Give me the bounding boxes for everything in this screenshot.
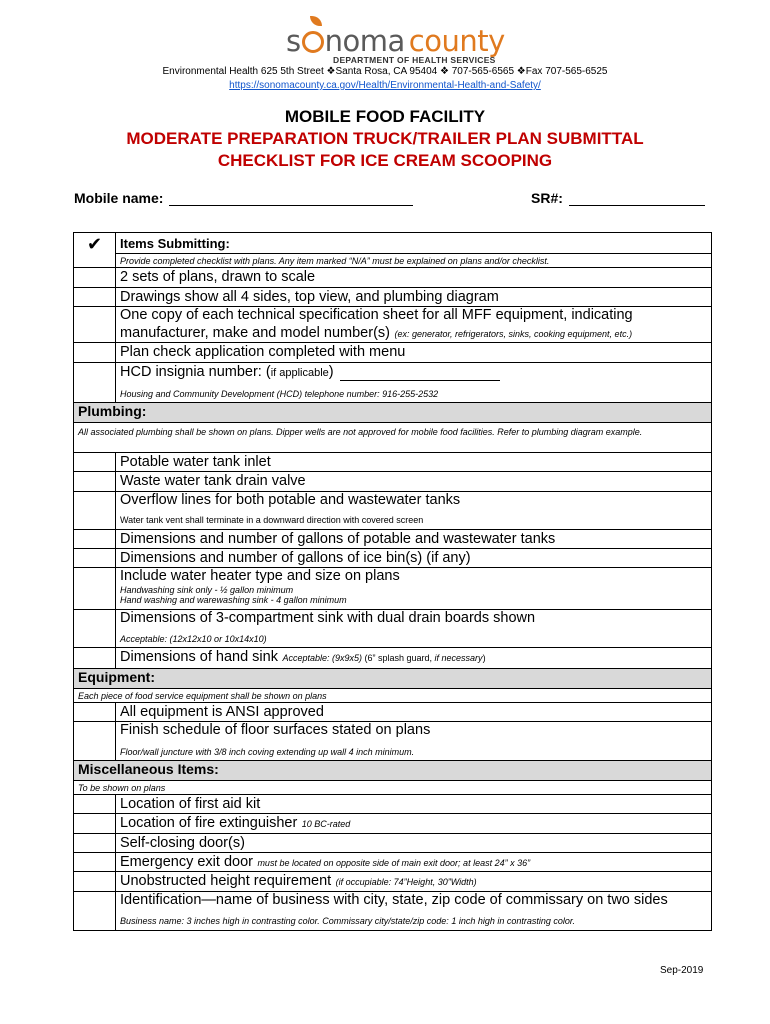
logo-county: county: [408, 24, 505, 58]
checklist-row: [74, 268, 712, 287]
items-submitting-note-cell: [116, 254, 712, 268]
checklist-item: [116, 568, 712, 610]
item-note: Hand washing and warewashing sink - 4 gallon minimum: [120, 595, 347, 606]
misc-note: To be shown on plans: [78, 782, 166, 793]
checklist-row: [74, 472, 712, 491]
check-box[interactable]: [74, 794, 116, 813]
logo-s: s: [286, 24, 301, 58]
item-note: must be located on opposite side of main exit door; at least 24” x 36”: [257, 857, 531, 868]
checklist-item: [116, 610, 712, 648]
items-submitting-title-cell: [116, 233, 712, 254]
checklist-item: [116, 452, 712, 471]
item-text: Dimensions and number of gallons of potable and wastewater tanks: [120, 530, 556, 547]
item-text: Plan check application completed with menu: [120, 344, 406, 361]
check-box[interactable]: [74, 452, 116, 471]
plumbing-note-cell: [74, 422, 712, 452]
apple-leaf-icon: [310, 16, 322, 26]
check-box[interactable]: [74, 814, 116, 833]
checklist-item: [116, 722, 712, 761]
apple-icon: [302, 31, 324, 53]
footer-date: Sep-2019: [660, 965, 704, 976]
checklist-row: [74, 702, 712, 721]
check-column-header: [74, 233, 116, 268]
item-text: Dimensions and number of gallons of ice bin(s) (if any): [120, 550, 471, 567]
items-submitting-note-row: [74, 254, 712, 268]
check-box[interactable]: [74, 852, 116, 871]
items-submitting-note: Provide completed checklist with plans. Any item marked “N/A” must be explained on plans and/or checklist.: [120, 256, 550, 267]
checklist-row: [74, 852, 712, 871]
check-box[interactable]: [74, 307, 116, 343]
item-text: HCD insignia number: (: [120, 363, 271, 380]
items-submitting-header-row: [74, 233, 712, 254]
item-text: Waste water tank drain valve: [120, 473, 306, 490]
item-text: Potable water tank inlet: [120, 453, 271, 470]
checklist-row: [74, 287, 712, 306]
mobile-name-line[interactable]: [169, 191, 413, 206]
checklist-item: [116, 794, 712, 813]
plumbing-note-row: [74, 422, 712, 452]
check-box[interactable]: [74, 268, 116, 287]
plumbing-header-row: [74, 403, 712, 422]
item-text: Location of fire extinguisher: [120, 815, 298, 832]
plumbing-note: All associated plumbing shall be shown on plans. Dipper wells are not approved for mobile food facilities. Refer to plumbing diagram example.: [78, 426, 643, 437]
item-note: ): [482, 653, 486, 664]
item-note: Housing and Community Development (HCD) telephone number: 916-255-2532: [120, 389, 439, 400]
item-text: Drawings show all 4 sides, top view, and plumbing diagram: [120, 288, 499, 305]
check-box[interactable]: [74, 648, 116, 669]
item-text: Dimensions of hand sink: [120, 649, 278, 666]
equipment-note: Each piece of food service equipment shall be shown on plans: [78, 690, 327, 701]
item-text: Overflow lines for both potable and wastewater tanks: [120, 491, 461, 508]
item-note: if necessary: [434, 653, 483, 664]
county-logo: [0, 14, 770, 64]
misc-title: Miscellaneous Items:: [78, 761, 219, 778]
checklist-row: [74, 814, 712, 833]
misc-title-cell: [74, 761, 712, 780]
checklist-row: [74, 529, 712, 548]
checklist-row: [74, 568, 712, 610]
checklist-item: [116, 362, 712, 403]
item-text: All equipment is ANSI approved: [120, 703, 324, 720]
item-text: Unobstructed height requirement: [120, 873, 332, 890]
equipment-title-cell: [74, 669, 712, 688]
check-box[interactable]: [74, 362, 116, 403]
equipment-title: Equipment:: [78, 669, 155, 686]
item-text: Self-closing door(s): [120, 834, 245, 851]
checklist-item: [116, 833, 712, 852]
checklist-row: [74, 833, 712, 852]
checklist-row: [74, 891, 712, 930]
checklist-row: [74, 648, 712, 669]
checklist-item: [116, 648, 712, 669]
checkmark-icon: ✔: [86, 234, 103, 254]
item-note: Business name: 3 inches high in contrasting color. Commissary city/state/zip code: 1 inch high in contrasting color.: [120, 916, 576, 927]
item-note: (ex: generator, refrigerators, sinks, cooking equipment, etc.): [394, 328, 633, 339]
mobile-name-label: Mobile name:: [74, 190, 164, 206]
checklist-row: [74, 549, 712, 568]
check-box[interactable]: [74, 610, 116, 648]
header-website-link[interactable]: https://sonomacounty.ca.gov/Health/Environmental-Health-and-Safety/: [229, 80, 541, 91]
checklist-item: [116, 852, 712, 871]
item-text: 2 sets of plans, drawn to scale: [120, 269, 316, 286]
checklist-item: [116, 343, 712, 362]
title-line-1: MOBILE FOOD FACILITY: [284, 107, 486, 126]
sr-number-field[interactable]: [531, 190, 705, 206]
checklist-row: [74, 362, 712, 403]
checklist-row: [74, 794, 712, 813]
checklist-row: [74, 722, 712, 761]
item-note: Acceptable: (12x12x10 or 10x14x10): [120, 634, 267, 645]
checklist-item: [116, 549, 712, 568]
checklist-row: [74, 343, 712, 362]
item-text: One copy of each technical specification sheet for all MFF equipment, indicating: [120, 307, 633, 324]
sr-number-line[interactable]: [569, 191, 705, 206]
checklist-item: [116, 472, 712, 491]
checklist-item: [116, 529, 712, 548]
checklist-row: [74, 872, 712, 891]
item-text: ): [328, 363, 334, 380]
checklist-item: [116, 287, 712, 306]
check-box[interactable]: [74, 529, 116, 548]
misc-header-row: [74, 761, 712, 780]
check-box[interactable]: [74, 702, 116, 721]
check-box[interactable]: [74, 833, 116, 852]
item-note: (if occupiable: 74”Height, 30”Width): [335, 877, 477, 888]
item-note: Floor/wall juncture with 3/8 inch coving extending up wall 4 inch minimum.: [120, 746, 415, 757]
item-text: Finish schedule of floor surfaces stated on plans: [120, 722, 431, 739]
check-box[interactable]: [74, 549, 116, 568]
item-note: (6” splash guard,: [361, 653, 435, 664]
checklist-table: [73, 232, 712, 931]
checklist-item: [116, 491, 712, 529]
equipment-note-cell: [74, 688, 712, 702]
check-box[interactable]: [74, 343, 116, 362]
department-name: DEPARTMENT OF HEALTH SERVICES: [333, 55, 496, 65]
item-text: Emergency exit door: [120, 853, 253, 870]
items-submitting-title: Items Submitting:: [120, 236, 230, 251]
item-note: 10 BC-rated: [301, 819, 351, 830]
mobile-name-field[interactable]: [74, 190, 413, 206]
check-box[interactable]: [74, 568, 116, 610]
check-box[interactable]: [74, 891, 116, 930]
plumbing-title-cell: [74, 403, 712, 422]
item-text: Include water heater type and size on plans: [120, 568, 400, 585]
check-box[interactable]: [74, 472, 116, 491]
item-text: Location of first aid kit: [120, 795, 261, 812]
checklist-item: [116, 891, 712, 930]
logo-wordmark: [286, 26, 505, 56]
checklist-row: [74, 452, 712, 471]
equipment-note-row: [74, 688, 712, 702]
sr-number-label: SR#:: [531, 190, 563, 206]
checklist-item: [116, 814, 712, 833]
misc-note-row: [74, 780, 712, 794]
header-address: Environmental Health 625 5th Street ❖Santa Rosa, CA 95404 ❖ 707-565-6565 ❖Fax 707-565-6525: [162, 66, 608, 77]
item-text: manufacturer, make and model number(s): [120, 324, 390, 341]
equipment-header-row: [74, 669, 712, 688]
check-box[interactable]: [74, 722, 116, 761]
title-line-3: CHECKLIST FOR ICE CREAM SCOOPING: [217, 151, 553, 170]
logo-noma: noma: [324, 24, 405, 58]
item-note: Acceptable: (9x9x5): [282, 653, 362, 664]
item-text: Dimensions of 3-compartment sink with dual drain boards shown: [120, 610, 536, 627]
check-box[interactable]: [74, 872, 116, 891]
item-note: Handwashing sink only - ½ gallon minimum: [120, 585, 294, 596]
checklist-item: [116, 268, 712, 287]
misc-note-cell: [74, 780, 712, 794]
hcd-number-line[interactable]: [340, 367, 500, 381]
checklist-item: [116, 702, 712, 721]
checklist-item: [116, 872, 712, 891]
title-line-2: MODERATE PREPARATION TRUCK/TRAILER PLAN SUBMITTAL: [126, 129, 644, 148]
check-box[interactable]: [74, 287, 116, 306]
item-note: Water tank vent shall terminate in a downward direction with covered screen: [120, 515, 424, 526]
checklist-row: [74, 491, 712, 529]
plumbing-title: Plumbing:: [78, 403, 147, 420]
item-text: Identification—name of business with city, state, zip code of commissary on two sides: [120, 891, 668, 908]
checklist-item: [116, 307, 712, 343]
checklist-row: [74, 610, 712, 648]
item-note: if applicable: [270, 366, 329, 379]
check-box[interactable]: [74, 491, 116, 529]
checklist-row: [74, 307, 712, 343]
